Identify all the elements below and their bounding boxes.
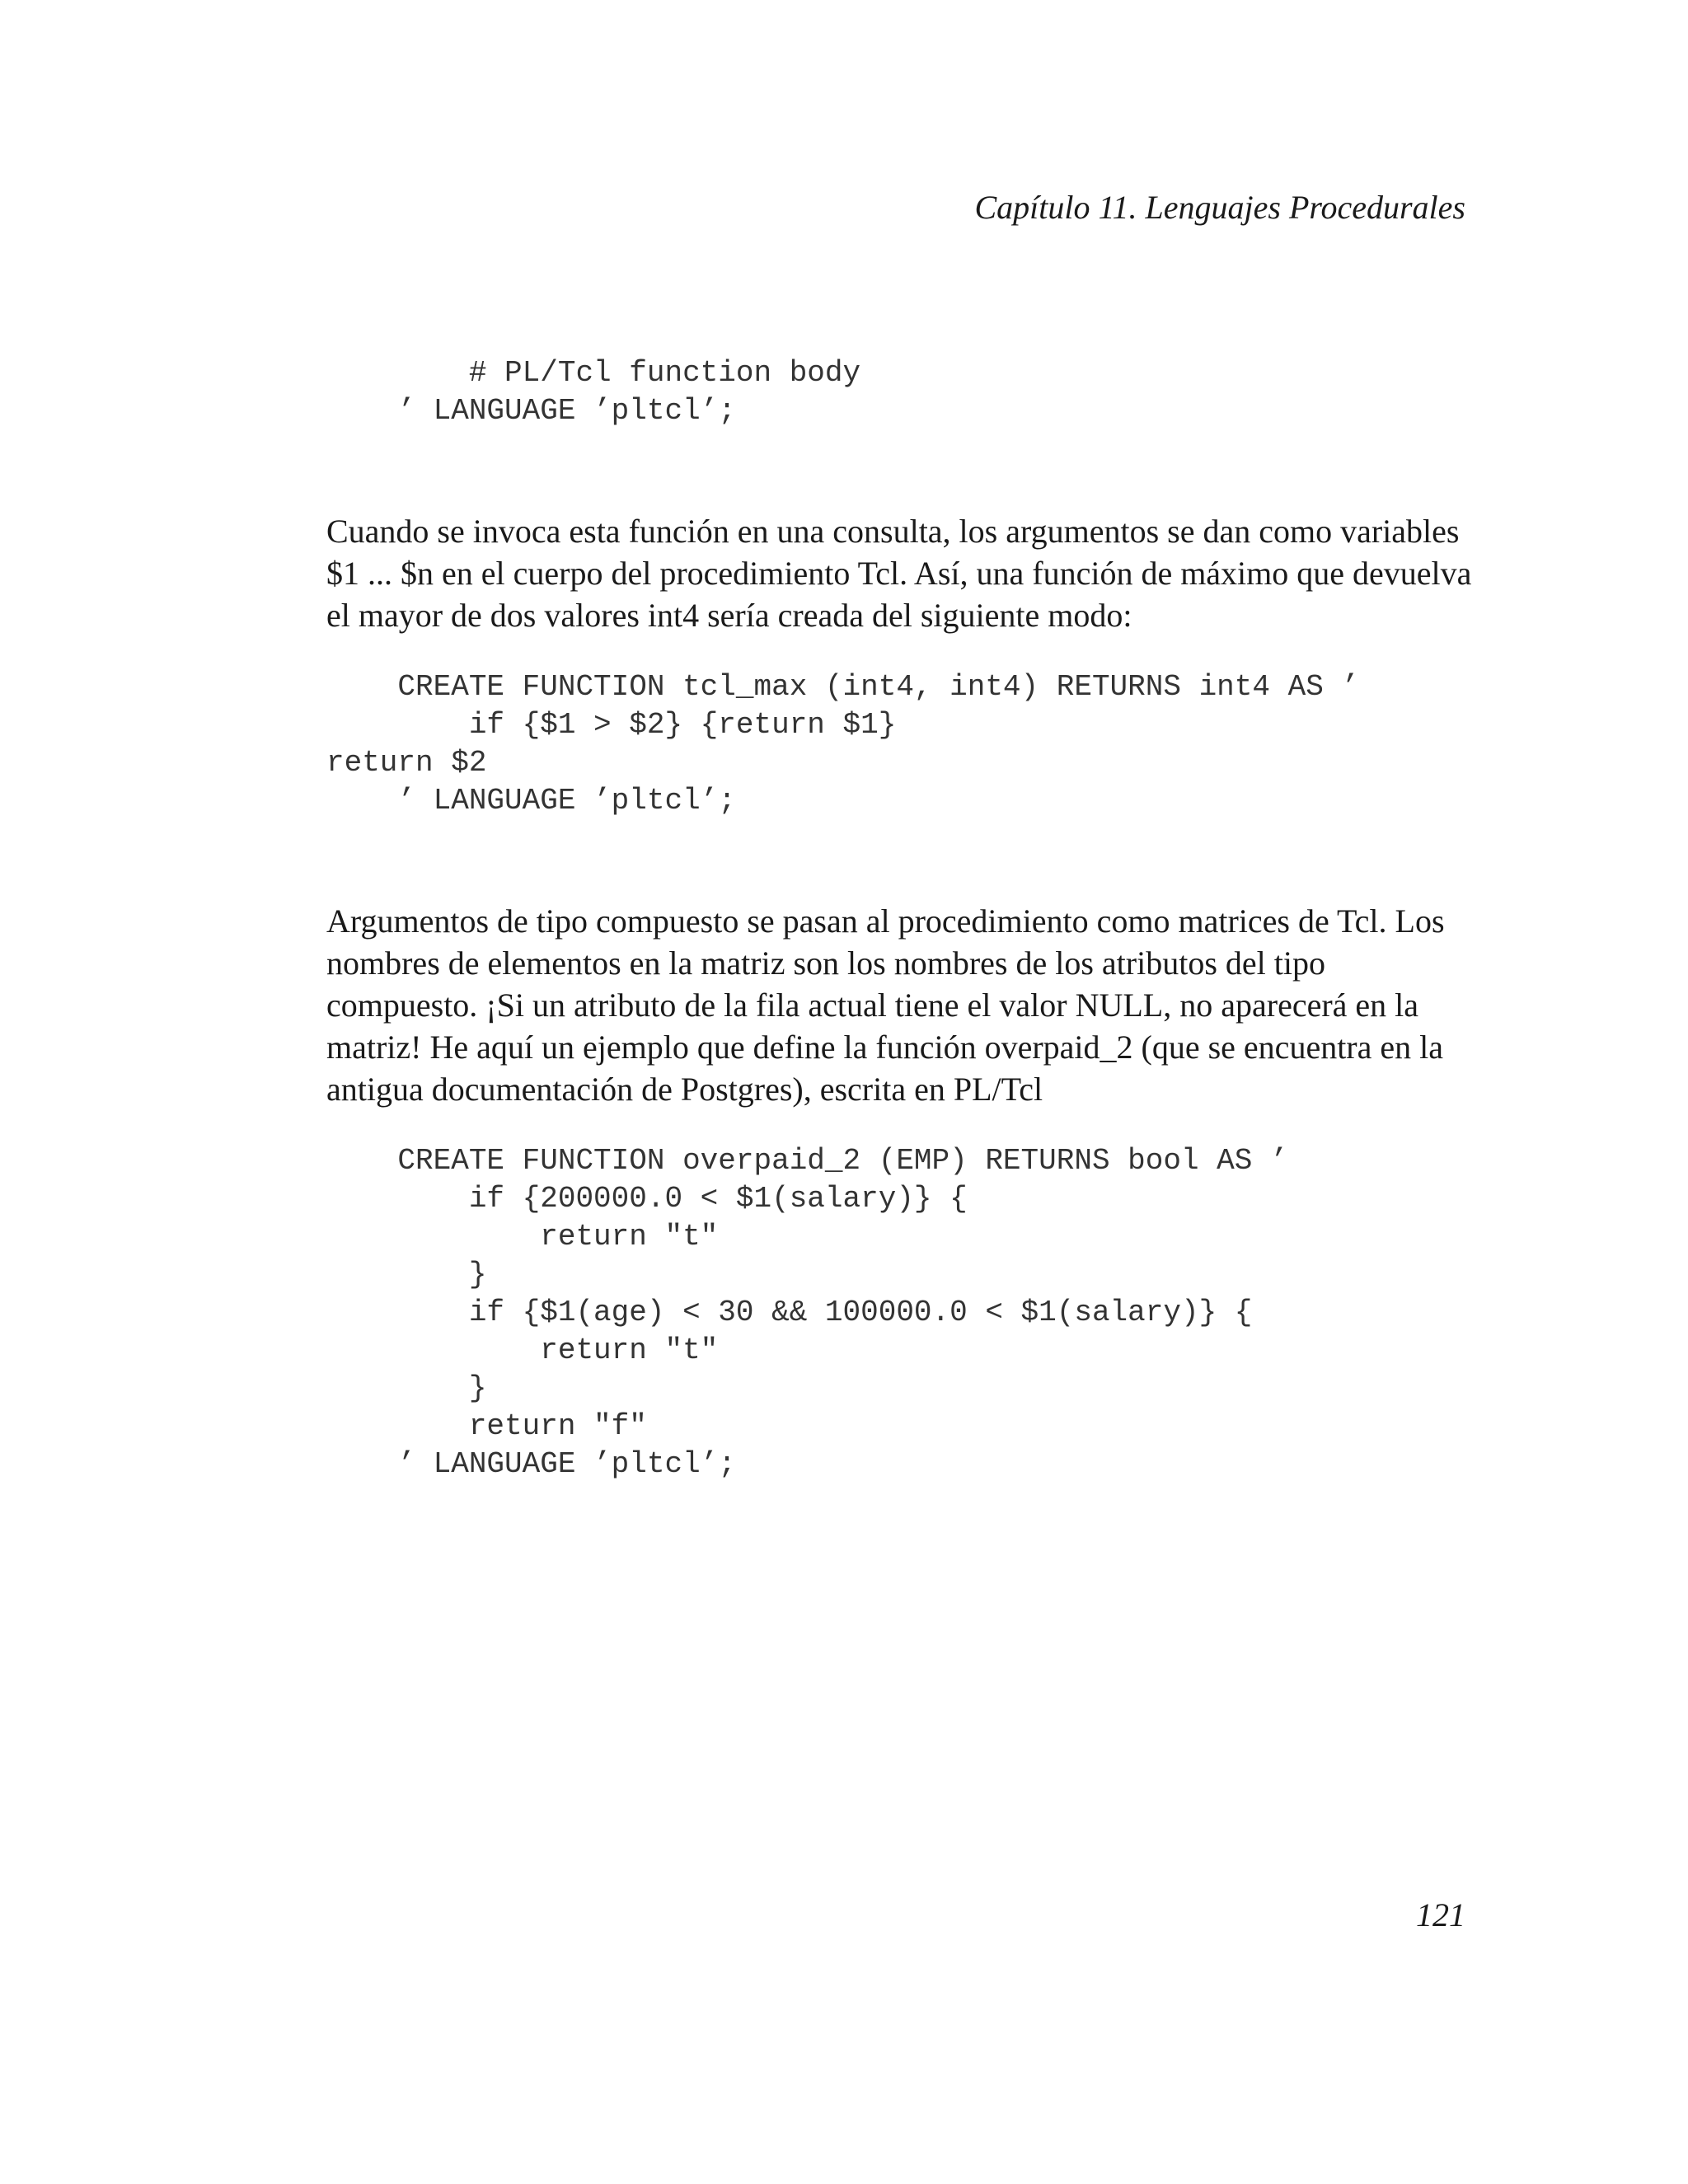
page-number: 121 xyxy=(1416,1896,1465,1933)
code-block-tcl-max: CREATE FUNCTION tcl_max (int4, int4) RETURNS int4 AS ’ if {$1 > $2} {return $1} return $2 ’ LANGUAGE ’pltcl’; xyxy=(326,670,1360,818)
running-header: Capítulo 11. Lenguajes Procedurales xyxy=(974,189,1465,226)
code-block-overpaid-2: CREATE FUNCTION overpaid_2 (EMP) RETURNS bool AS ’ if {200000.0 < $1(salary)} { return "t" } if {$1(age) < 30 && 100000.0 < $1(salary)} { return "t" } return "f" ’ LANGUAGE ’pltcl’; xyxy=(397,1144,1288,1481)
code-block-function-body: # PL/Tcl function body ’ LANGUAGE ’pltcl’; xyxy=(397,356,861,428)
page-content xyxy=(326,354,1480,1483)
paragraph-arguments: Cuando se invoca esta función en una consulta, los argumentos se dan como variables $1 ... $n en el cuerpo del procedimiento Tcl. Así, una función de máximo que devuelva el mayor de dos valores int4 sería creada del siguiente modo: xyxy=(326,513,1472,634)
paragraph-composite-types: Argumentos de tipo compuesto se pasan al procedimiento como matrices de Tcl. Los nombres de elementos en la matriz son los nombres de los atributos del tipo compuesto. ¡Si un atributo de la fila actual tiene el valor NULL, no aparecerá en la matriz! He aquí un ejemplo que define la función overpaid_2 (que se encuentra en la antigua documentación de Postgres), escrita en PL/Tcl xyxy=(326,902,1445,1108)
